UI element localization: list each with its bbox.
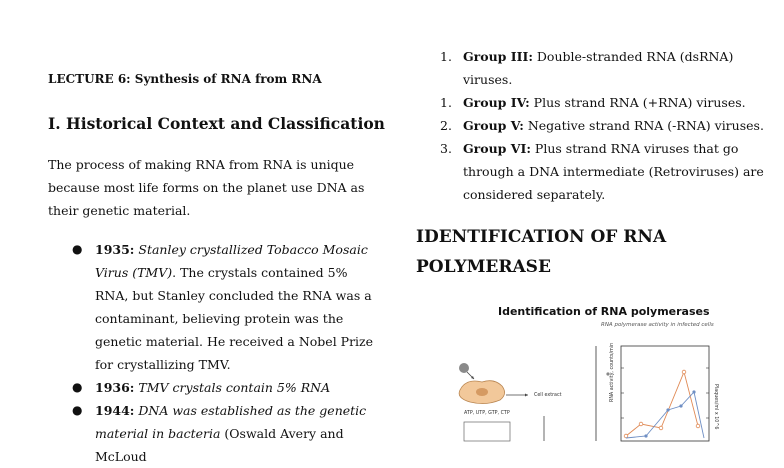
bullet-year: 1936: xyxy=(95,380,135,395)
list-number: 2. xyxy=(440,118,452,133)
bullet-item-1936 xyxy=(48,376,378,399)
graph-frame xyxy=(621,346,709,441)
list-number: 1. xyxy=(440,49,452,64)
group-item-vi xyxy=(440,137,770,206)
ntp-label: ATP, UTP, GTP, CTP xyxy=(464,411,510,416)
list-number: 3. xyxy=(440,141,452,156)
activity-point xyxy=(696,424,700,428)
section-heading-history: I. Historical Context and Classification xyxy=(48,114,385,133)
bullet-dot-icon: ● xyxy=(72,242,83,256)
group-text: Double-stranded RNA (dsRNA) viruses. xyxy=(463,49,734,87)
lecture-title: LECTURE 6: Synthesis of RNA from RNA xyxy=(48,72,322,86)
group-item-iii xyxy=(440,45,770,91)
group-item-iv xyxy=(440,91,770,114)
bullet-dot-icon: ● xyxy=(72,380,83,394)
arrowhead-icon xyxy=(525,394,528,397)
reaction-tube-icon xyxy=(464,422,510,441)
group-text: Negative strand RNA (-RNA) viruses. xyxy=(523,118,764,133)
group-label: Group IV: xyxy=(463,95,530,110)
plaque-point xyxy=(644,434,647,437)
bullet-text: (Oswald Avery and McLoud xyxy=(95,426,344,464)
bullet-item-1944 xyxy=(48,399,378,468)
bullet-year: 1935: xyxy=(95,242,135,257)
activity-point xyxy=(624,434,628,438)
figure-illustration xyxy=(436,298,776,441)
bullet-italic: TMV crystals contain 5% RNA xyxy=(138,380,331,395)
bullet-italic: DNA was established as the genetic material in bacteria xyxy=(95,403,367,441)
group-text: Plus strand RNA viruses that go through a DNA intermediate (Retroviruses) are considered separately. xyxy=(463,141,764,202)
figure-title: Identification of RNA polymerases xyxy=(498,305,710,318)
bullet-dot-icon: ● xyxy=(72,403,83,417)
section-heading-rna-polymerase: IDENTIFICATION OF RNA POLYMERASE xyxy=(416,227,667,277)
group-item-v xyxy=(440,114,770,137)
rna-polymerase-figure xyxy=(436,298,776,441)
bullet-text: . The crystals contained 5% RNA, but Stanley concluded the RNA was a contaminant, believing protein was the genetic material. He received a Nobel Prize for crystallizing TMV. xyxy=(95,265,374,372)
history-bullet-list xyxy=(48,238,378,468)
figure-subtitle: RNA polymerase activity in infected cells xyxy=(601,322,714,328)
cell-nucleus-icon xyxy=(476,388,488,396)
plaque-point xyxy=(679,404,682,407)
group-label: Group V: xyxy=(463,118,524,133)
virus-particle-icon xyxy=(459,363,469,373)
plaque-point xyxy=(692,390,695,393)
activity-point xyxy=(682,370,686,374)
plaque-point xyxy=(666,408,669,411)
plaque-series-line xyxy=(626,392,704,438)
activity-point xyxy=(639,422,643,426)
bullet-year: 1944: xyxy=(95,403,135,418)
group-label: Group III: xyxy=(463,49,533,64)
group-text: Plus strand RNA (+RNA) viruses. xyxy=(529,95,746,110)
group-label: Group VI: xyxy=(463,141,531,156)
list-number: 1. xyxy=(440,95,452,110)
group-list xyxy=(440,45,770,206)
bullet-item-1935 xyxy=(48,238,378,376)
bullet-italic: Stanley crystallized Tobacco Mosaic Virus (TMV) xyxy=(95,242,368,280)
left-axis-label: RNA activity, counts/min xyxy=(610,342,615,402)
right-axis-label: Plaques/ml x 10^6 xyxy=(713,384,718,430)
activity-point xyxy=(659,426,663,430)
intro-paragraph: The process of making RNA from RNA is unique because most life forms on the planet use DNA as their genetic material. xyxy=(48,157,365,218)
cell-extract-label: Cell extract xyxy=(534,393,562,398)
